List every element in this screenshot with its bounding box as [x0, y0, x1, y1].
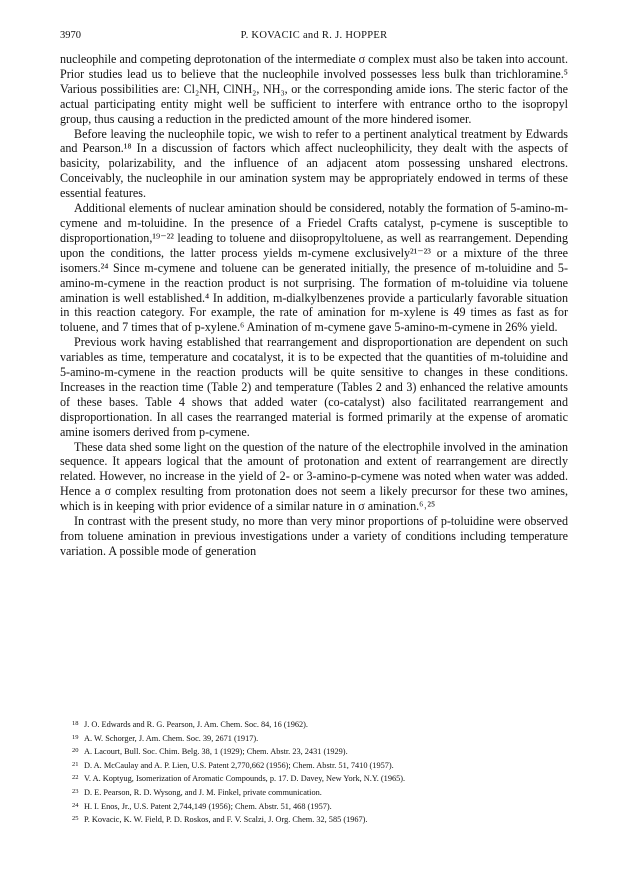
reference-item [72, 786, 568, 800]
paragraph: nucleophile and competing deprotonation of the intermediate σ complex must also be taken into account. Prior studies lead us to believe that the nucleophile involved possesses less bulk than trichloramine.⁵ Various possibilities are: Cl₂NH, ClNH₂, NH₃, or the corresponding amide ions. The steric factor of the actual participating entity might well be sufficient to interfere with entrance ortho to the isopropyl group, thus causing a reduction in the predicted amount of the more hindered isomer. [60, 52, 568, 126]
reference-number: 22 [72, 774, 79, 782]
reference-item [72, 813, 568, 827]
page-number: 3970 [60, 30, 81, 41]
reference-item [72, 718, 568, 732]
reference-item [72, 800, 568, 814]
paragraph: In contrast with the present study, no more than very minor proportions of p-toluidine were observed from toluene amination in previous investigations under a variety of conditions including temperature variation. A possible mode of generation [60, 514, 568, 558]
paragraph: Previous work having established that rearrangement and disproportionation are dependent on such variables as time, temperature and cocatalyst, it is to be expected that the quantities of m-toluidine and 5-amino-m-cymene in the reaction products will be quite sensitive to changes in these conditions. Increases in the reaction time (Table 2) and temperature (Tables 2 and 3) enhanced the relative amounts of these bases. Table 4 shows that added water (co-catalyst) also facilitated rearrangement and disproportionation. In all cases the rearranged material is formed primarily at the expense of aromatic amine isomers derived from p-cymene. [60, 335, 568, 439]
reference-text: P. Kovacic, K. W. Field, P. D. Roskos, and F. V. Scalzi, J. Org. Chem. 32, 585 (1967). [84, 815, 368, 825]
reference-number: 19 [72, 733, 79, 741]
reference-number: 23 [72, 787, 79, 795]
reference-number: 24 [72, 801, 79, 809]
paragraph: Additional elements of nuclear amination should be considered, notably the formation of 5-amino-m-cymene and m-toluidine. In the presence of a Friedel Crafts catalyst, p-cymene is susceptible to disproportionation,¹⁹⁻²² leading to toluene and diisopropyltoluene, as well as rearrangement. Depending upon the conditions, the latter process yields m-cymene exclusively²¹⁻²³ or a mixture of the three isomers.²⁴ Since m-cymene and toluene can be generated initially, the presence of m-toluidine and 5-amino-m-cymene in the reaction product is not surprising. The formation of m-toluidine via toluene amination is well established.⁴ In addition, m-dialkylbenzenes provide a particularly favorable situation in this reaction category. For example, the rate of amination for m-xylene is 49 times as fast as for toluene, and 7 times that of p-xylene.⁶ Amination of m-cymene gave 5-amino-m-cymene in 26% yield. [60, 201, 568, 335]
paragraph: These data shed some light on the question of the nature of the electrophile involved in the amination sequence. It appears logical that the amount of protonation and extent of rearrangement are directly related. However, no increase in the yield of 2- or 3-amino-p-cymene was noted when water was added. Hence a σ complex resulting from protonation does not seem a likely precursor for these two amines, which is in keeping with prior evidence of a similar nature in σ amination.⁶˒²⁵ [60, 439, 568, 514]
footnote-references [72, 718, 568, 827]
reference-text: V. A. Koptyug, Isomerization of Aromatic Compounds, p. 17. D. Davey, New York, N.Y. (1965). [84, 774, 406, 784]
article-body [60, 52, 568, 559]
reference-number: 25 [72, 815, 79, 823]
reference-item [72, 759, 568, 773]
reference-text: D. A. McCaulay and A. P. Lien, U.S. Patent 2,770,662 (1956); Chem. Abstr. 51, 7410 (1957). [84, 760, 394, 770]
paragraph: Before leaving the nucleophile topic, we wish to refer to a pertinent analytical treatment by Edwards and Pearson.¹⁸ In a discussion of factors which affect nucleophilicity, they dealt with the aspects of basicity, polarizability, and the influence of an adjacent atom possessing unshared electrons. Conceivably, the nucleophile in our amination system may be appropriately endowed in terms of these essential features. [60, 126, 568, 201]
reference-text: A. W. Schorger, J. Am. Chem. Soc. 39, 2671 (1917). [84, 733, 259, 743]
reference-text: H. I. Enos, Jr., U.S. Patent 2,744,149 (1956); Chem. Abstr. 51, 468 (1957). [84, 801, 332, 811]
reference-item [72, 772, 568, 786]
reference-item [72, 732, 568, 746]
reference-text: J. O. Edwards and R. G. Pearson, J. Am. Chem. Soc. 84, 16 (1962). [84, 720, 308, 729]
running-head-authors: P. KOVACIC and R. J. HOPPER [240, 30, 388, 41]
reference-number: 20 [72, 747, 79, 755]
reference-text: D. E. Pearson, R. D. Wysong, and J. M. Finkel, private communication. [84, 787, 322, 797]
reference-text: A. Lacourt, Bull. Soc. Chim. Belg. 38, 1 (1929); Chem. Abstr. 23, 2431 (1929). [84, 747, 348, 757]
reference-number: 18 [72, 720, 79, 727]
reference-item [72, 745, 568, 759]
page-header [60, 30, 568, 48]
reference-number: 21 [72, 760, 79, 768]
